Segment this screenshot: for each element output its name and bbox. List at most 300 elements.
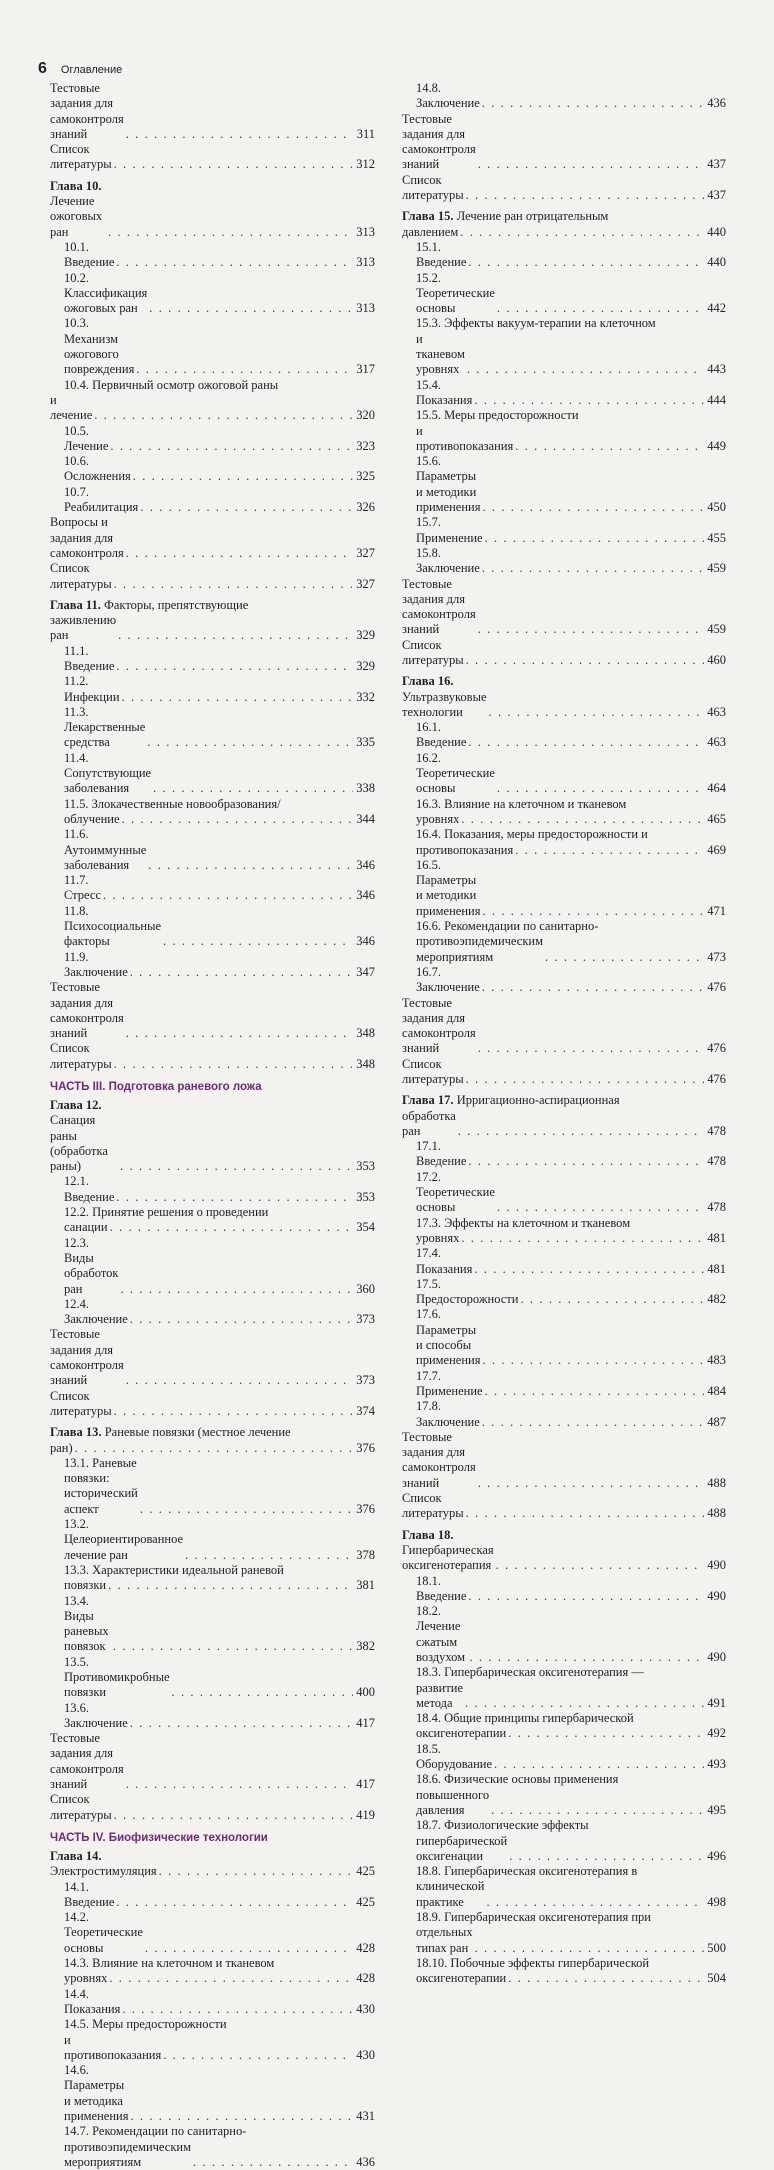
- page-ref: 440: [707, 255, 726, 270]
- toc-entry: [50, 485, 375, 516]
- dot-leader: [475, 1941, 704, 1956]
- dot-leader: [163, 2048, 353, 2063]
- toc-entry: [50, 1971, 375, 1986]
- part-heading: ЧАСТЬ III. Подготовка раневого ложа: [50, 1081, 262, 1093]
- toc-entry: [402, 1369, 726, 1400]
- page-ref: 312: [356, 157, 375, 172]
- toc-entry: [50, 1174, 375, 1205]
- toc-entry: [402, 332, 726, 378]
- entry-title: 17.8. Заключение: [416, 1399, 480, 1429]
- toc-entry: [402, 1788, 726, 1819]
- dot-leader: [466, 1072, 704, 1087]
- entry-title: [50, 1098, 118, 1174]
- page-ref: 329: [356, 658, 375, 673]
- toc-entry: [50, 705, 375, 751]
- page-ref: 460: [707, 652, 726, 667]
- page-ref: 500: [707, 1940, 726, 1955]
- entry-title: 13.3. Характеристики идеальной раневой: [64, 1562, 284, 1577]
- toc-entry: [402, 965, 726, 996]
- chapter-title: Раневые повязки (местное лечение: [104, 1425, 291, 1440]
- entry-title: 10.4. Первичный осмотр ожоговой раны: [64, 377, 279, 392]
- toc-entry: [402, 797, 726, 812]
- page-ref: 346: [356, 888, 375, 903]
- dot-leader: [460, 225, 704, 240]
- entry-title: 14.4. Показания: [64, 1986, 121, 2016]
- entry-title: 11.4. Сопутствующие заболевания: [64, 750, 152, 796]
- dot-leader: [122, 812, 353, 827]
- dot-leader: [140, 500, 353, 515]
- page-ref: 444: [707, 392, 726, 407]
- toc-entry: [50, 561, 375, 592]
- dot-leader: [497, 301, 704, 316]
- chapter-title: Лечение ожоговых ран: [50, 194, 103, 239]
- toc-entry: [402, 173, 726, 204]
- entry-title: 18.7. Физиологические эффекты: [416, 1818, 589, 1833]
- entry-title: облучение: [64, 811, 120, 826]
- page-ref: 464: [707, 781, 726, 796]
- page-ref: 430: [356, 2047, 375, 2062]
- dot-leader: [494, 1757, 704, 1772]
- toc-entry: [402, 408, 726, 423]
- entry-title: 18.5. Оборудование: [416, 1741, 493, 1772]
- entry-title: Список литературы: [50, 1041, 112, 1071]
- entry-title: 17.4. Показания: [416, 1246, 473, 1276]
- toc-entry: [50, 454, 375, 485]
- page-ref: 490: [707, 1649, 726, 1664]
- entry-title: противопоказания: [416, 842, 514, 857]
- dot-leader: [114, 157, 353, 172]
- toc-entry: [402, 271, 726, 317]
- entry-title: 18.2. Лечение сжатым воздухом: [416, 1604, 466, 1664]
- dot-leader: [465, 1696, 704, 1711]
- page-ref: 381: [356, 1578, 375, 1593]
- toc-entry: [50, 644, 375, 675]
- dot-leader: [461, 1231, 704, 1246]
- page-number: 6: [38, 60, 47, 77]
- toc-entry: [402, 1170, 726, 1216]
- dot-leader: [485, 531, 704, 546]
- entry-title: клинической практике: [416, 1879, 485, 1909]
- toc-entry: [50, 1327, 375, 1388]
- page-ref: 482: [707, 1292, 726, 1307]
- toc-entry: [402, 1956, 726, 1971]
- entry-title: 12.4. Заключение: [64, 1296, 128, 1327]
- chapter-title: Санация раны (обработка раны): [50, 1113, 108, 1174]
- chapter-label: Глава 13.: [50, 1425, 102, 1440]
- entry-title: гипербарической оксигенации: [416, 1833, 508, 1863]
- chapter-label: Глава 18.: [402, 1527, 454, 1542]
- page-ref: 478: [707, 1123, 726, 1138]
- entry-title: Список литературы: [50, 1388, 112, 1418]
- entry-title: Тестовые задания для самоконтроля знаний: [402, 995, 476, 1056]
- toc-entry: [402, 1711, 726, 1726]
- dot-leader: [482, 980, 704, 995]
- dot-leader: [116, 255, 353, 270]
- page-ref: 440: [707, 224, 726, 239]
- entry-title: заживлению ран: [50, 613, 117, 643]
- entry-title: 15.5. Меры предосторожности: [416, 408, 579, 423]
- dot-leader: [126, 1777, 353, 1792]
- entry-title: Список литературы: [402, 1056, 464, 1086]
- page-ref: 498: [707, 1894, 726, 1909]
- toc-entry: [50, 515, 375, 561]
- page-ref: 417: [356, 1777, 375, 1792]
- entry-title: Вопросы и задания для самоконтроля: [50, 515, 124, 560]
- entry-title: 10.5. Лечение: [64, 423, 109, 453]
- page-ref: 378: [356, 1547, 375, 1562]
- toc-entry: [402, 1665, 726, 1680]
- dot-leader: [133, 469, 353, 484]
- toc-entry: [402, 751, 726, 797]
- entry-title: 10.6. Осложнения: [64, 454, 131, 484]
- entry-title: Тестовые задания для самоконтроля знаний: [402, 1429, 476, 1490]
- toc-entry: [402, 316, 726, 331]
- toc-entry: [402, 1834, 726, 1865]
- toc-entry: [50, 1594, 375, 1655]
- dot-leader: [116, 1190, 353, 1205]
- page-ref: 450: [707, 500, 726, 515]
- toc-entry: [402, 1139, 726, 1170]
- toc-entry: [402, 996, 726, 1057]
- page-ref: 335: [356, 735, 375, 750]
- dot-leader: [461, 812, 704, 827]
- toc-entry: [50, 378, 375, 393]
- dot-leader: [122, 690, 354, 705]
- chapter-label: Глава 17.: [402, 1093, 454, 1108]
- dot-leader: [478, 157, 704, 172]
- entry-title: обработка ран: [402, 1108, 456, 1138]
- dot-leader: [130, 965, 353, 980]
- dot-leader: [508, 1726, 704, 1741]
- entry-title: 18.1. Введение: [416, 1573, 467, 1603]
- dot-leader: [136, 362, 353, 377]
- page-ref: 455: [707, 530, 726, 545]
- entry-title: [402, 209, 608, 224]
- entry-title: Список литературы: [402, 1491, 464, 1521]
- dot-leader: [466, 1506, 704, 1521]
- toc-entry: [402, 1430, 726, 1491]
- page-ref: 353: [356, 1189, 375, 1204]
- page-ref: 425: [356, 1864, 375, 1879]
- entry-title: 11.5. Злокачественные новообразования/: [64, 796, 281, 811]
- page-ref: 338: [356, 781, 375, 796]
- entry-title: 13.6. Заключение: [64, 1700, 128, 1730]
- page-ref: 348: [356, 1056, 375, 1071]
- dot-leader: [466, 653, 704, 668]
- toc-entry: [402, 1879, 726, 1910]
- dot-leader: [482, 561, 704, 576]
- dot-leader: [468, 255, 704, 270]
- chapter-entry: [402, 209, 726, 224]
- page-ref: 320: [356, 408, 375, 423]
- entry-title: 13.5. Противомикробные повязки: [64, 1654, 170, 1700]
- entry-title: ран): [50, 1440, 73, 1455]
- page-ref: 488: [707, 1475, 726, 1490]
- page-ref: 344: [356, 811, 375, 826]
- entry-title: 11.7. Стресс: [64, 873, 101, 903]
- toc-entry: [402, 858, 726, 919]
- entry-title: уровнях: [416, 811, 460, 826]
- entry-title: 13.2. Целеориентированное лечение ран: [64, 1517, 184, 1562]
- entry-title: 15.3. Эффекты вакуум-терапии на клеточном: [416, 316, 656, 331]
- entry-title: 15.1. Введение: [416, 239, 467, 270]
- toc-entry: [402, 1742, 726, 1773]
- toc-entry: [402, 240, 726, 271]
- entry-title: [50, 1849, 157, 1880]
- dot-leader: [126, 127, 353, 142]
- dot-leader: [497, 1200, 704, 1215]
- dot-leader: [120, 1282, 353, 1297]
- page-ref: 373: [356, 1373, 375, 1388]
- toc-entry: [402, 112, 726, 173]
- page-ref: 481: [707, 1261, 726, 1276]
- entry-title: 14.7. Рекомендации по санитарно-: [64, 2124, 247, 2139]
- entry-title: 15.7. Применение: [416, 515, 483, 545]
- page-ref: 491: [707, 1695, 726, 1710]
- entry-title: 14.1. Введение: [64, 1879, 115, 1909]
- page-ref: 495: [707, 1802, 726, 1817]
- dot-leader: [468, 1589, 704, 1604]
- entry-title: Список литературы: [402, 172, 464, 203]
- toc-entry: [50, 1297, 375, 1328]
- entry-title: Тестовые задания для самоконтроля знаний: [50, 1731, 124, 1792]
- toc-entry: [402, 827, 726, 842]
- page-ref: 465: [707, 811, 726, 826]
- page-ref: 326: [356, 500, 375, 515]
- toc-entry: [50, 1441, 375, 1456]
- toc-entry: [50, 1389, 375, 1420]
- entry-title: давлением: [402, 224, 459, 239]
- page-ref: 400: [356, 1685, 375, 1700]
- toc-entry: [50, 827, 375, 873]
- dot-leader: [145, 1941, 353, 1956]
- page-ref: 469: [707, 842, 726, 857]
- entry-title: 10.7. Реабилитация: [64, 484, 139, 515]
- page-ref: 376: [356, 1501, 375, 1516]
- dot-leader: [126, 546, 353, 561]
- dot-leader: [458, 1124, 704, 1139]
- entry-title: и противопоказания: [416, 423, 514, 453]
- toc-entry: [402, 424, 726, 455]
- chapter-title: Ультразвуковые технологии: [402, 689, 487, 719]
- toc-entry: [50, 424, 375, 455]
- page-ref: 492: [707, 1726, 726, 1741]
- dot-leader: [116, 1895, 353, 1910]
- toc-entry: [50, 812, 375, 827]
- page-ref: 487: [707, 1414, 726, 1429]
- dot-leader: [478, 1476, 704, 1491]
- entry-title: 17.1. Введение: [416, 1139, 467, 1169]
- toc-entry: [50, 1563, 375, 1578]
- page-ref: 436: [356, 2154, 375, 2169]
- page-ref: 496: [707, 1848, 726, 1863]
- toc-entry: [50, 873, 375, 904]
- toc-entry: [402, 225, 726, 240]
- entry-title: Тестовые задания для самоконтроля знаний: [50, 980, 124, 1041]
- dot-leader: [140, 1502, 353, 1517]
- toc-entry: [50, 316, 375, 377]
- dot-leader: [126, 1373, 353, 1388]
- toc-entry: [402, 843, 726, 858]
- toc-entry: [402, 1971, 726, 1986]
- dot-leader: [114, 1808, 353, 1823]
- entry-title: 17.5. Предосторожности: [416, 1276, 519, 1307]
- page-ref: 348: [356, 1026, 375, 1041]
- toc-entry: [50, 1220, 375, 1235]
- page-ref: 443: [707, 362, 726, 377]
- toc-entry: [402, 1307, 726, 1368]
- toc-entry: [50, 1578, 375, 1593]
- dot-leader: [116, 659, 353, 674]
- dot-leader: [515, 843, 704, 858]
- entry-title: 18.9. Гипербарическая оксигенотерапия при: [416, 1910, 651, 1925]
- dot-leader: [163, 934, 353, 949]
- toc-entry: [50, 1701, 375, 1732]
- toc-entry: [402, 1726, 726, 1741]
- entry-title: 14.2. Теоретические основы: [64, 1910, 143, 1955]
- toc-entry: [50, 2124, 375, 2139]
- entry-title: уровнях: [64, 1971, 108, 1986]
- entry-title: [50, 1425, 291, 1440]
- toc-entry: [50, 1205, 375, 1220]
- page-ref: 332: [356, 689, 375, 704]
- dot-leader: [486, 1895, 704, 1910]
- entry-title: Список литературы: [50, 142, 112, 172]
- toc-entry: [402, 934, 726, 965]
- entry-title: Список литературы: [50, 561, 112, 591]
- entry-title: 16.1. Введение: [416, 720, 467, 750]
- dot-leader: [193, 2155, 353, 2170]
- page-ref: 346: [356, 857, 375, 872]
- page-ref: 488: [707, 1506, 726, 1521]
- toc-right-column: [402, 81, 726, 1987]
- page-ref: 437: [707, 157, 726, 172]
- entry-title: 17.6. Параметры и способы применения: [416, 1307, 481, 1368]
- entry-title: повышенного давления: [416, 1787, 490, 1817]
- chapter-title: Лечение ран отрицательным: [456, 209, 609, 224]
- entry-title: оксигенотерапии: [416, 1971, 507, 1986]
- toc-entry: [402, 919, 726, 934]
- chapter-title: Гипербарическая оксигенотерапия: [402, 1542, 494, 1573]
- dot-leader: [467, 362, 704, 377]
- entry-title: противоэпидемическим мероприятиям: [416, 934, 544, 964]
- page-ref: 360: [356, 1281, 375, 1296]
- page-ref: 476: [707, 1072, 726, 1086]
- dot-leader: [108, 1578, 353, 1593]
- dot-leader: [130, 2109, 353, 2124]
- dot-leader: [545, 950, 704, 965]
- page-ref: 476: [707, 980, 726, 995]
- entry-title: 11.8. Психосоциальные факторы: [64, 903, 162, 949]
- toc-entry: [50, 1910, 375, 1956]
- toc-entry: [402, 81, 726, 112]
- dot-leader: [185, 1548, 353, 1563]
- toc-entry: [50, 797, 375, 812]
- dot-leader: [478, 1041, 704, 1056]
- toc-entry: [50, 1956, 375, 1971]
- page-ref: 327: [356, 576, 375, 591]
- dot-leader: [468, 1154, 704, 1169]
- chapter-title: Факторы, препятствующие: [104, 597, 249, 612]
- dot-leader: [126, 1026, 353, 1041]
- toc-entry: [402, 1231, 726, 1246]
- entry-title: 10.2. Классификация ожоговых ран: [64, 270, 148, 316]
- page-ref: 459: [707, 622, 726, 637]
- toc-entry: [402, 1772, 726, 1787]
- toc-entry: [402, 812, 726, 827]
- entry-title: 18.6. Физические основы применения: [416, 1772, 619, 1787]
- dot-leader: [485, 1384, 704, 1399]
- dot-leader: [468, 735, 704, 750]
- entry-title: 10.3. Механизм ожогового повреждения: [64, 316, 135, 377]
- entry-title: противоэпидемическим мероприятиям: [64, 2139, 192, 2169]
- toc-entry: [50, 950, 375, 981]
- dot-leader: [172, 1685, 353, 1700]
- chapter-entry: [50, 1849, 375, 1880]
- entry-title: развитие метода: [416, 1680, 464, 1710]
- page-ref: 490: [707, 1558, 726, 1573]
- toc-entry: [402, 1818, 726, 1833]
- page-ref: 473: [707, 949, 726, 964]
- toc-entry: [50, 1987, 375, 2018]
- entry-title: 14.8. Заключение: [416, 81, 480, 111]
- entry-title: и лечение: [50, 392, 93, 423]
- page-ref: 436: [707, 96, 726, 111]
- toc-entry: [402, 546, 726, 577]
- page-ref: 442: [707, 301, 726, 316]
- chapter-entry: [402, 674, 726, 720]
- toc-entry: [402, 1216, 726, 1231]
- chapter-entry: [50, 1425, 375, 1440]
- toc-entry: [50, 271, 375, 317]
- entry-title: 18.10. Побочные эффекты гипербарической: [416, 1955, 650, 1970]
- entry-title: Тестовые задания для самоконтроля знаний: [50, 1327, 124, 1388]
- toc-entry: [402, 515, 726, 546]
- dot-leader: [109, 1971, 353, 1986]
- page-ref: 419: [356, 1807, 375, 1822]
- dot-leader: [482, 96, 704, 111]
- page-ref: 483: [707, 1353, 726, 1368]
- dot-leader: [482, 904, 704, 919]
- dot-leader: [103, 888, 353, 903]
- entry-title: Тестовые задания для самоконтроля знаний: [50, 81, 124, 141]
- entry-title: 17.7. Применение: [416, 1368, 483, 1398]
- entry-title: [402, 1093, 620, 1108]
- dot-leader: [122, 2002, 353, 2017]
- chapter-title: Ирригационно-аспирационная: [456, 1093, 620, 1108]
- page-ref: 493: [707, 1757, 726, 1772]
- dot-leader: [474, 393, 704, 408]
- entry-title: Список литературы: [402, 637, 464, 667]
- toc-entry: [402, 720, 726, 751]
- dot-leader: [491, 1803, 704, 1818]
- entry-title: 11.9. Заключение: [64, 949, 128, 979]
- page-ref: 417: [356, 1715, 375, 1730]
- chapter-label: Глава 15.: [402, 209, 454, 224]
- toc-entry: [402, 1864, 726, 1879]
- dot-leader: [147, 735, 353, 750]
- page-ref: 311: [356, 126, 375, 141]
- entry-title: 12.2. Принятие решения о проведении: [64, 1205, 269, 1220]
- dot-leader: [148, 858, 353, 873]
- page-ref: 354: [356, 1220, 375, 1235]
- toc-entry: [50, 1236, 375, 1297]
- page-ref: 374: [356, 1403, 375, 1418]
- dot-leader: [149, 301, 353, 316]
- chapter-entry: [50, 1098, 375, 1174]
- entry-title: уровнях: [416, 1230, 460, 1245]
- page-ref: 313: [356, 224, 375, 239]
